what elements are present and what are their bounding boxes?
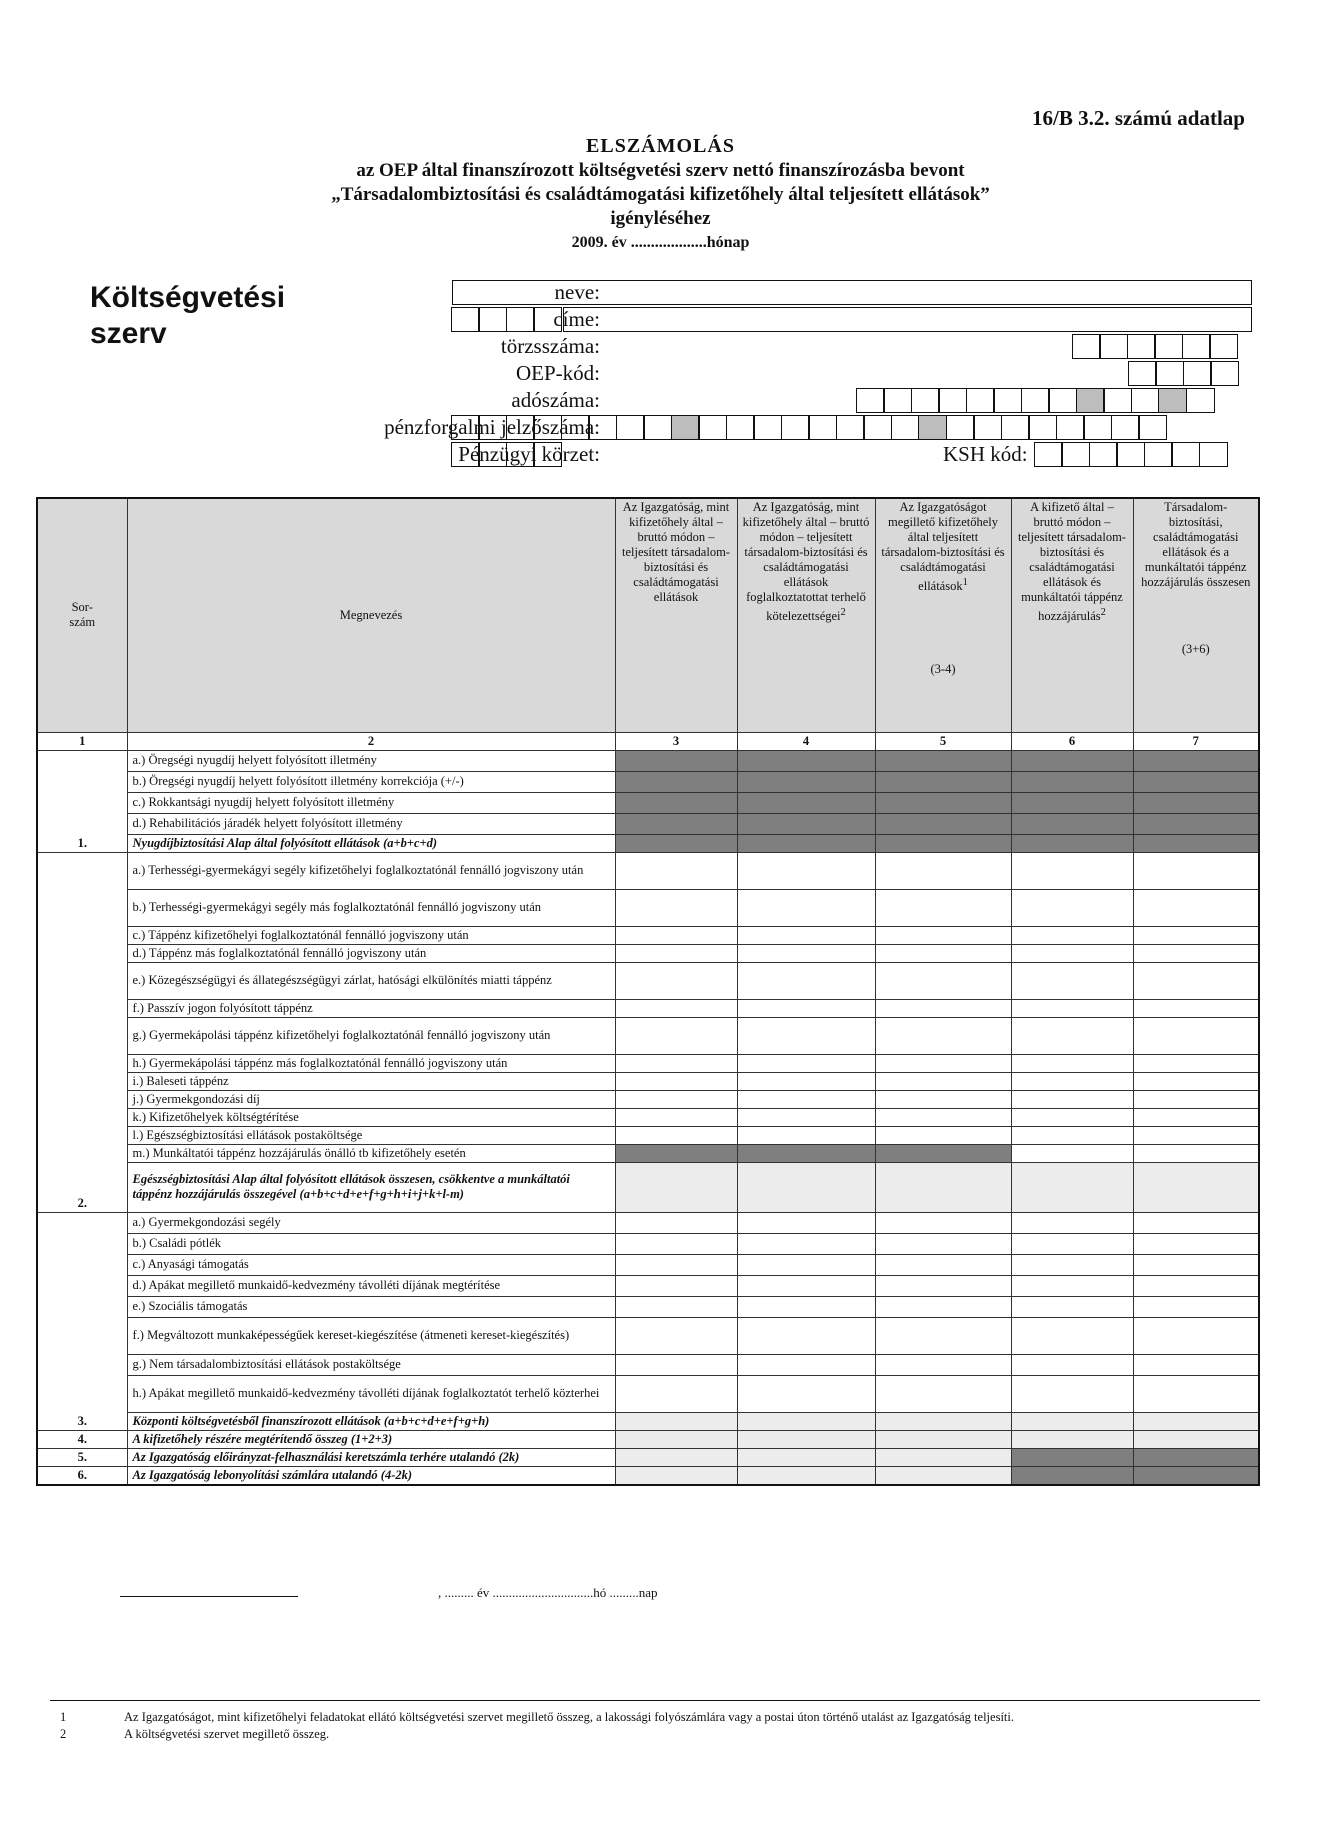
header-col7-formula: (3+6) bbox=[1181, 642, 1210, 656]
header-col3-text: Az Igazgatóság, mint kifizetőhely által – bruttó módon – teljesített társadalom-biztosítási és családtámogatási ellátások bbox=[622, 500, 730, 604]
value-cell[interactable] bbox=[615, 852, 737, 889]
shaded-cell bbox=[875, 1144, 1011, 1162]
cells-torzsszama[interactable] bbox=[1073, 334, 1238, 359]
value-cell[interactable] bbox=[1133, 1017, 1259, 1054]
cells-penzforgalmi[interactable] bbox=[452, 415, 1167, 440]
table-row bbox=[37, 926, 1259, 944]
value-cell[interactable] bbox=[737, 1162, 875, 1212]
total-row bbox=[37, 1412, 1259, 1430]
value-cell[interactable] bbox=[875, 1162, 1011, 1212]
footnote-1-text: Az Igazgatóságot, mint kifizetőhelyi feladatokat ellátó költségvetési szervet megillető összeg, a lakossági folyószámlára vagy a postai úton történő utalást az Igazgatóság teljesíti. bbox=[124, 1710, 1014, 1724]
value-cell[interactable] bbox=[615, 1430, 737, 1448]
shaded-cell bbox=[737, 792, 875, 813]
value-cell[interactable] bbox=[1011, 1317, 1133, 1354]
header-col5-text: Az Igazgatóságot megillető kifizetőhely által teljesített társadalom-biztosítási és családtámogatási ellátások bbox=[881, 500, 1005, 594]
header-line4: igényléséhez bbox=[610, 208, 711, 229]
row-label: a.) Gyermekgondozási segély bbox=[127, 1212, 615, 1233]
value-cell[interactable] bbox=[615, 999, 737, 1017]
header-col7 bbox=[1133, 498, 1259, 732]
value-cell[interactable] bbox=[737, 962, 875, 999]
value-cell[interactable] bbox=[875, 1430, 1011, 1448]
value-cell[interactable] bbox=[875, 1448, 1011, 1466]
cells-oep-kod[interactable] bbox=[1129, 361, 1239, 386]
value-cell[interactable] bbox=[1011, 889, 1133, 926]
shaded-cell bbox=[1011, 834, 1133, 852]
table-body bbox=[37, 732, 1259, 1485]
header-period: 2009. év ...................hónap bbox=[571, 234, 750, 251]
row-label: b.) Családi pótlék bbox=[127, 1233, 615, 1254]
table-row bbox=[37, 1375, 1259, 1412]
shaded-cell bbox=[875, 834, 1011, 852]
value-cell[interactable] bbox=[1011, 1072, 1133, 1090]
signature-place-field[interactable] bbox=[120, 1596, 298, 1597]
row-number: 6. bbox=[37, 1466, 127, 1485]
shaded-cell bbox=[737, 813, 875, 834]
header-line3: „Társadalombiztosítási és családtámogatási kifizetőhely által teljesített ellátások” bbox=[331, 184, 990, 205]
row-torzsszama bbox=[150, 334, 1250, 361]
value-cell[interactable] bbox=[1011, 1090, 1133, 1108]
form-id: 16/B 3.2. számú adatlap bbox=[1032, 106, 1245, 130]
total-row-label: Egészségbiztosítási Alap által folyósított ellátások összesen, csökkentve a munkáltatói táppénz hozzájárulás összegével (a+b+c+d+e+f+g+h+i+j+k+l-m) bbox=[127, 1162, 615, 1212]
table-row bbox=[37, 1108, 1259, 1126]
value-cell[interactable] bbox=[737, 1233, 875, 1254]
row-oep-kod bbox=[150, 361, 1250, 388]
value-cell[interactable] bbox=[1011, 999, 1133, 1017]
colnum-4: 4 bbox=[737, 732, 875, 750]
shaded-cell bbox=[1133, 1448, 1259, 1466]
shaded-cell bbox=[615, 771, 737, 792]
header-line2: az OEP által finanszírozott költségvetési szerv nettó finanszírozásba bevont bbox=[356, 160, 965, 181]
footnote-1-num: 1 bbox=[60, 1710, 67, 1724]
header-title: ELSZÁMOLÁS bbox=[586, 135, 735, 157]
value-cell[interactable] bbox=[875, 889, 1011, 926]
footnote-2-text: A költségvetési szervet megillető összeg. bbox=[124, 1727, 330, 1741]
value-cell[interactable] bbox=[875, 1275, 1011, 1296]
table-row bbox=[37, 889, 1259, 926]
table-row bbox=[37, 1017, 1259, 1054]
row-label: a.) Terhességi-gyermekágyi segély kifizetőhelyi foglalkoztatónál fennálló jogviszony után bbox=[127, 852, 615, 889]
value-cell[interactable] bbox=[1133, 1375, 1259, 1412]
header-col6-text: A kifizető által – bruttó módon – teljesített társadalom-biztosítási és családtámogatási ellátások és munkáltatói táppénz hozzájárulás bbox=[1018, 500, 1126, 624]
row-label: c.) Táppénz kifizetőhelyi foglalkoztatónál fennálló jogviszony után bbox=[127, 926, 615, 944]
footnote-2-num: 2 bbox=[60, 1727, 67, 1741]
value-cell[interactable] bbox=[615, 1296, 737, 1317]
value-cell[interactable] bbox=[1011, 1126, 1133, 1144]
value-cell[interactable] bbox=[737, 1275, 875, 1296]
shaded-cell bbox=[1133, 750, 1259, 771]
shaded-cell bbox=[1133, 792, 1259, 813]
shaded-cell bbox=[1011, 771, 1133, 792]
summary-row bbox=[37, 1430, 1259, 1448]
row-penzugyi-korzet bbox=[150, 442, 1250, 469]
shaded-cell bbox=[875, 792, 1011, 813]
value-cell[interactable] bbox=[875, 1254, 1011, 1275]
value-cell[interactable] bbox=[1011, 962, 1133, 999]
header-sorszam: Sor- szám bbox=[37, 498, 127, 732]
header-col4-text: Az Igazgatóság, mint kifizetőhely által – bruttó módon – teljesített társadalom-biztosítási és családtámogatási ellátások foglalkoztatottat terhelő kötelezettségei bbox=[742, 500, 870, 624]
label-cime: címe: bbox=[553, 307, 600, 331]
footnote-2 bbox=[50, 1726, 1260, 1743]
value-cell[interactable] bbox=[875, 1466, 1011, 1485]
header-col5-formula: (3-4) bbox=[930, 662, 956, 677]
settlement-table bbox=[36, 497, 1260, 1486]
summary-row bbox=[37, 1448, 1259, 1466]
total-row bbox=[37, 1162, 1259, 1212]
value-cell[interactable] bbox=[615, 1412, 737, 1430]
row-label: c.) Anyasági támogatás bbox=[127, 1254, 615, 1275]
table-row bbox=[37, 1354, 1259, 1375]
row-label: c.) Rokkantsági nyugdíj helyett folyósított illetmény bbox=[127, 792, 615, 813]
value-cell[interactable] bbox=[1133, 1054, 1259, 1072]
value-cell[interactable] bbox=[615, 1448, 737, 1466]
value-cell[interactable] bbox=[1011, 1212, 1133, 1233]
value-cell[interactable] bbox=[875, 1233, 1011, 1254]
summary-row bbox=[37, 1466, 1259, 1485]
shaded-cell bbox=[1011, 1448, 1133, 1466]
value-cell[interactable] bbox=[1133, 926, 1259, 944]
row-label: g.) Gyermekápolási táppénz kifizetőhelyi foglalkoztatónál fennálló jogviszony után bbox=[127, 1017, 615, 1054]
value-cell[interactable] bbox=[875, 1108, 1011, 1126]
table-row bbox=[37, 852, 1259, 889]
shaded-cell bbox=[1133, 813, 1259, 834]
shaded-cell bbox=[615, 1144, 737, 1162]
value-cell[interactable] bbox=[737, 1466, 875, 1485]
value-cell[interactable] bbox=[1133, 1317, 1259, 1354]
value-cell[interactable] bbox=[1011, 944, 1133, 962]
value-cell[interactable] bbox=[737, 1017, 875, 1054]
input-cime[interactable] bbox=[563, 307, 1252, 332]
shaded-cell bbox=[1133, 834, 1259, 852]
value-cell[interactable] bbox=[875, 944, 1011, 962]
shaded-cell bbox=[615, 813, 737, 834]
header-col4-footnote: 2 bbox=[840, 607, 846, 618]
value-cell[interactable] bbox=[737, 1448, 875, 1466]
cells-ksh-kod[interactable] bbox=[1035, 442, 1228, 467]
value-cell[interactable] bbox=[615, 1375, 737, 1412]
total-row-label: Központi költségvetésből finanszírozott ellátások (a+b+c+d+e+f+g+h) bbox=[127, 1412, 615, 1430]
value-cell[interactable] bbox=[615, 1212, 737, 1233]
table-row bbox=[37, 1054, 1259, 1072]
value-cell[interactable] bbox=[1011, 1108, 1133, 1126]
value-cell[interactable] bbox=[615, 1162, 737, 1212]
id-block bbox=[0, 0, 1321, 480]
row-neve bbox=[150, 280, 1250, 307]
label-penzugyi-korzet: Pénzügyi körzet: bbox=[458, 442, 600, 466]
value-cell[interactable] bbox=[1011, 1233, 1133, 1254]
header-col6-footnote: 2 bbox=[1100, 607, 1106, 618]
value-cell[interactable] bbox=[1133, 889, 1259, 926]
value-cell[interactable] bbox=[737, 1090, 875, 1108]
value-cell[interactable] bbox=[875, 999, 1011, 1017]
value-cell[interactable] bbox=[737, 852, 875, 889]
table-row bbox=[37, 1072, 1259, 1090]
signature-date-text: , ......... év ...............................hó .........nap bbox=[438, 1585, 658, 1600]
value-cell[interactable] bbox=[875, 1126, 1011, 1144]
value-cell[interactable] bbox=[875, 1354, 1011, 1375]
value-cell[interactable] bbox=[1011, 1354, 1133, 1375]
org-title-line1: Költségvetési bbox=[90, 281, 286, 314]
cells-adoszama[interactable] bbox=[857, 388, 1215, 413]
value-cell[interactable] bbox=[1011, 1162, 1133, 1212]
row-label: e.) Közegészségügyi és állategészségügyi zárlat, hatósági elkülönítés miatti táppénz bbox=[127, 962, 615, 999]
shaded-cell bbox=[1011, 1466, 1133, 1485]
shaded-cell bbox=[737, 834, 875, 852]
table-row bbox=[37, 999, 1259, 1017]
value-cell[interactable] bbox=[1011, 1275, 1133, 1296]
row-cime bbox=[150, 307, 1250, 334]
summary-row-label: Az Igazgatóság előirányzat-felhasználási keretszámla terhére utalandó (2k) bbox=[127, 1448, 615, 1466]
value-cell[interactable] bbox=[1011, 1054, 1133, 1072]
row-number: 5. bbox=[37, 1448, 127, 1466]
value-cell[interactable] bbox=[875, 1412, 1011, 1430]
table-row bbox=[37, 813, 1259, 834]
value-cell[interactable] bbox=[875, 1090, 1011, 1108]
value-cell[interactable] bbox=[615, 1072, 737, 1090]
colnum-6: 6 bbox=[1011, 732, 1133, 750]
table-row bbox=[37, 1090, 1259, 1108]
value-cell[interactable] bbox=[1133, 962, 1259, 999]
value-cell[interactable] bbox=[737, 999, 875, 1017]
value-cell[interactable] bbox=[737, 1212, 875, 1233]
value-cell[interactable] bbox=[875, 1296, 1011, 1317]
value-cell[interactable] bbox=[737, 1375, 875, 1412]
value-cell[interactable] bbox=[615, 944, 737, 962]
value-cell[interactable] bbox=[875, 926, 1011, 944]
value-cell[interactable] bbox=[615, 1275, 737, 1296]
value-cell[interactable] bbox=[1133, 1072, 1259, 1090]
summary-row-label: A kifizetőhely részére megtérítendő összeg (1+2+3) bbox=[127, 1430, 615, 1448]
value-cell[interactable] bbox=[875, 1054, 1011, 1072]
value-cell[interactable] bbox=[1011, 1375, 1133, 1412]
value-cell[interactable] bbox=[737, 926, 875, 944]
row-label: i.) Baleseti táppénz bbox=[127, 1072, 615, 1090]
colnum-7: 7 bbox=[1133, 732, 1259, 750]
value-cell[interactable] bbox=[1133, 1430, 1259, 1448]
table-row bbox=[37, 792, 1259, 813]
value-cell[interactable] bbox=[737, 1126, 875, 1144]
value-cell[interactable] bbox=[875, 962, 1011, 999]
value-cell[interactable] bbox=[1133, 1412, 1259, 1430]
value-cell[interactable] bbox=[615, 1354, 737, 1375]
table-row bbox=[37, 1275, 1259, 1296]
shaded-cell bbox=[615, 834, 737, 852]
value-cell[interactable] bbox=[1011, 1296, 1133, 1317]
header-col5-footnote: 1 bbox=[962, 577, 968, 588]
row-number: 4. bbox=[37, 1430, 127, 1448]
shaded-cell bbox=[737, 750, 875, 771]
row-label: k.) Kifizetőhelyek költségtérítése bbox=[127, 1108, 615, 1126]
value-cell[interactable] bbox=[875, 1317, 1011, 1354]
row-label: g.) Nem társadalombiztosítási ellátások postaköltsége bbox=[127, 1354, 615, 1375]
row-label: f.) Megváltozott munkaképességűek kereset-kiegészítése (átmeneti kereset-kiegészítés) bbox=[127, 1317, 615, 1354]
row-number: 2. bbox=[37, 852, 127, 1212]
label-penzforgalmi: pénzforgalmi jelzőszáma: bbox=[384, 415, 600, 439]
value-cell[interactable] bbox=[615, 962, 737, 999]
row-label: d.) Apákat megillető munkaidő-kedvezmény távolléti díjának megtérítése bbox=[127, 1275, 615, 1296]
row-penzforgalmi bbox=[150, 415, 1250, 442]
value-cell[interactable] bbox=[1133, 1126, 1259, 1144]
value-cell[interactable] bbox=[1133, 852, 1259, 889]
value-cell[interactable] bbox=[737, 1254, 875, 1275]
shaded-cell bbox=[1011, 813, 1133, 834]
value-cell[interactable] bbox=[875, 1212, 1011, 1233]
header-megnevezes: Megnevezés bbox=[127, 498, 615, 732]
shaded-cell bbox=[737, 1144, 875, 1162]
shaded-cell bbox=[737, 771, 875, 792]
value-cell[interactable] bbox=[1133, 999, 1259, 1017]
row-label: m.) Munkáltatói táppénz hozzájárulás önálló tb kifizetőhely esetén bbox=[127, 1144, 615, 1162]
table-row bbox=[37, 1233, 1259, 1254]
value-cell[interactable] bbox=[737, 889, 875, 926]
row-label: d.) Táppénz más foglalkoztatónál fennálló jogviszony után bbox=[127, 944, 615, 962]
value-cell[interactable] bbox=[875, 1017, 1011, 1054]
value-cell[interactable] bbox=[1133, 1212, 1259, 1233]
row-label: h.) Apákat megillető munkaidő-kedvezmény távolléti díjának foglalkoztatót terhelő közterhei bbox=[127, 1375, 615, 1412]
shaded-cell bbox=[1133, 771, 1259, 792]
value-cell[interactable] bbox=[737, 944, 875, 962]
value-cell[interactable] bbox=[1133, 1090, 1259, 1108]
column-number-row bbox=[37, 732, 1259, 750]
value-cell[interactable] bbox=[615, 1126, 737, 1144]
value-cell[interactable] bbox=[1011, 1430, 1133, 1448]
table-row bbox=[37, 962, 1259, 999]
value-cell[interactable] bbox=[737, 1054, 875, 1072]
value-cell[interactable] bbox=[1133, 1275, 1259, 1296]
value-cell[interactable] bbox=[737, 1430, 875, 1448]
value-cell[interactable] bbox=[737, 1412, 875, 1430]
value-cell[interactable] bbox=[875, 1072, 1011, 1090]
shaded-cell bbox=[875, 771, 1011, 792]
value-cell[interactable] bbox=[615, 1233, 737, 1254]
table-row bbox=[37, 1296, 1259, 1317]
value-cell[interactable] bbox=[1133, 1144, 1259, 1162]
table-row bbox=[37, 1317, 1259, 1354]
table-row bbox=[37, 1126, 1259, 1144]
value-cell[interactable] bbox=[615, 1466, 737, 1485]
label-neve: neve: bbox=[554, 280, 600, 304]
value-cell[interactable] bbox=[615, 1108, 737, 1126]
row-label: l.) Egészségbiztosítási ellátások postaköltsége bbox=[127, 1126, 615, 1144]
footnote-1 bbox=[50, 1709, 1260, 1726]
value-cell[interactable] bbox=[1011, 852, 1133, 889]
value-cell[interactable] bbox=[737, 1072, 875, 1090]
row-label: b.) Terhességi-gyermekágyi segély más foglalkoztatónál fennálló jogviszony után bbox=[127, 889, 615, 926]
header-col3 bbox=[615, 498, 737, 732]
value-cell[interactable] bbox=[1011, 1254, 1133, 1275]
total-row-label: Nyugdíjbiztosítási Alap által folyósított ellátások (a+b+c+d) bbox=[127, 834, 615, 852]
value-cell[interactable] bbox=[1133, 1296, 1259, 1317]
value-cell[interactable] bbox=[1011, 926, 1133, 944]
value-cell[interactable] bbox=[737, 1354, 875, 1375]
shaded-cell bbox=[615, 750, 737, 771]
label-adoszama: adószáma: bbox=[511, 388, 600, 412]
value-cell[interactable] bbox=[615, 1054, 737, 1072]
value-cell[interactable] bbox=[615, 1090, 737, 1108]
colnum-3: 3 bbox=[615, 732, 737, 750]
shaded-cell bbox=[615, 792, 737, 813]
header-col7-text: Társadalom-biztosítási, családtámogatási ellátások és a munkáltatói táppénz hozzájárulás összesen bbox=[1141, 500, 1251, 589]
label-ksh-kod: KSH kód: bbox=[943, 442, 1028, 466]
colnum-1: 1 bbox=[37, 732, 127, 750]
total-row bbox=[37, 834, 1259, 852]
cells-penzugyi-korzet[interactable] bbox=[452, 442, 562, 467]
row-number: 1. bbox=[37, 750, 127, 852]
header-col6 bbox=[1011, 498, 1133, 732]
value-cell[interactable] bbox=[1011, 1017, 1133, 1054]
colnum-2: 2 bbox=[127, 732, 615, 750]
value-cell[interactable] bbox=[1133, 1108, 1259, 1126]
shaded-cell bbox=[1011, 750, 1133, 771]
table-row bbox=[37, 1212, 1259, 1233]
value-cell[interactable] bbox=[615, 1254, 737, 1275]
row-label: e.) Szociális támogatás bbox=[127, 1296, 615, 1317]
org-title-line2: szerv bbox=[90, 317, 167, 350]
row-label: d.) Rehabilitációs járadék helyett folyósított illetmény bbox=[127, 813, 615, 834]
header-col5 bbox=[875, 498, 1011, 732]
row-label: j.) Gyermekgondozási díj bbox=[127, 1090, 615, 1108]
value-cell[interactable] bbox=[875, 1375, 1011, 1412]
value-cell[interactable] bbox=[737, 1317, 875, 1354]
table-row bbox=[37, 944, 1259, 962]
signature-line bbox=[120, 1585, 658, 1601]
table-row bbox=[37, 1254, 1259, 1275]
table-row bbox=[37, 1144, 1259, 1162]
shaded-cell bbox=[1011, 792, 1133, 813]
row-label: f.) Passzív jogon folyósított táppénz bbox=[127, 999, 615, 1017]
value-cell[interactable] bbox=[737, 1296, 875, 1317]
value-cell[interactable] bbox=[737, 1108, 875, 1126]
value-cell[interactable] bbox=[1133, 1162, 1259, 1212]
value-cell[interactable] bbox=[615, 1317, 737, 1354]
summary-row-label: Az Igazgatóság lebonyolítási számlára utalandó (4-2k) bbox=[127, 1466, 615, 1485]
value-cell[interactable] bbox=[1133, 1233, 1259, 1254]
colnum-5: 5 bbox=[875, 732, 1011, 750]
value-cell[interactable] bbox=[1133, 1354, 1259, 1375]
row-adoszama bbox=[150, 388, 1250, 415]
cells-cime-postcode[interactable] bbox=[452, 307, 562, 332]
row-number: 3. bbox=[37, 1212, 127, 1430]
value-cell[interactable] bbox=[1011, 1412, 1133, 1430]
input-neve[interactable] bbox=[452, 280, 1252, 305]
shaded-cell bbox=[875, 750, 1011, 771]
value-cell[interactable] bbox=[1133, 1254, 1259, 1275]
value-cell[interactable] bbox=[615, 1017, 737, 1054]
value-cell[interactable] bbox=[875, 852, 1011, 889]
value-cell[interactable] bbox=[1133, 944, 1259, 962]
header-col4 bbox=[737, 498, 875, 732]
row-label: b.) Öregségi nyugdíj helyett folyósított illetmény korrekciója (+/-) bbox=[127, 771, 615, 792]
value-cell[interactable] bbox=[615, 889, 737, 926]
shaded-cell bbox=[1133, 1466, 1259, 1485]
value-cell[interactable] bbox=[615, 926, 737, 944]
shaded-cell bbox=[875, 813, 1011, 834]
row-label: h.) Gyermekápolási táppénz más foglalkoztatónál fennálló jogviszony után bbox=[127, 1054, 615, 1072]
footnotes bbox=[50, 1700, 1260, 1743]
table-row bbox=[37, 750, 1259, 771]
table-row bbox=[37, 771, 1259, 792]
label-torzsszama: törzsszáma: bbox=[500, 334, 600, 358]
row-label: a.) Öregségi nyugdíj helyett folyósított illetmény bbox=[127, 750, 615, 771]
label-oep-kod: OEP-kód: bbox=[516, 361, 600, 385]
value-cell[interactable] bbox=[1011, 1144, 1133, 1162]
